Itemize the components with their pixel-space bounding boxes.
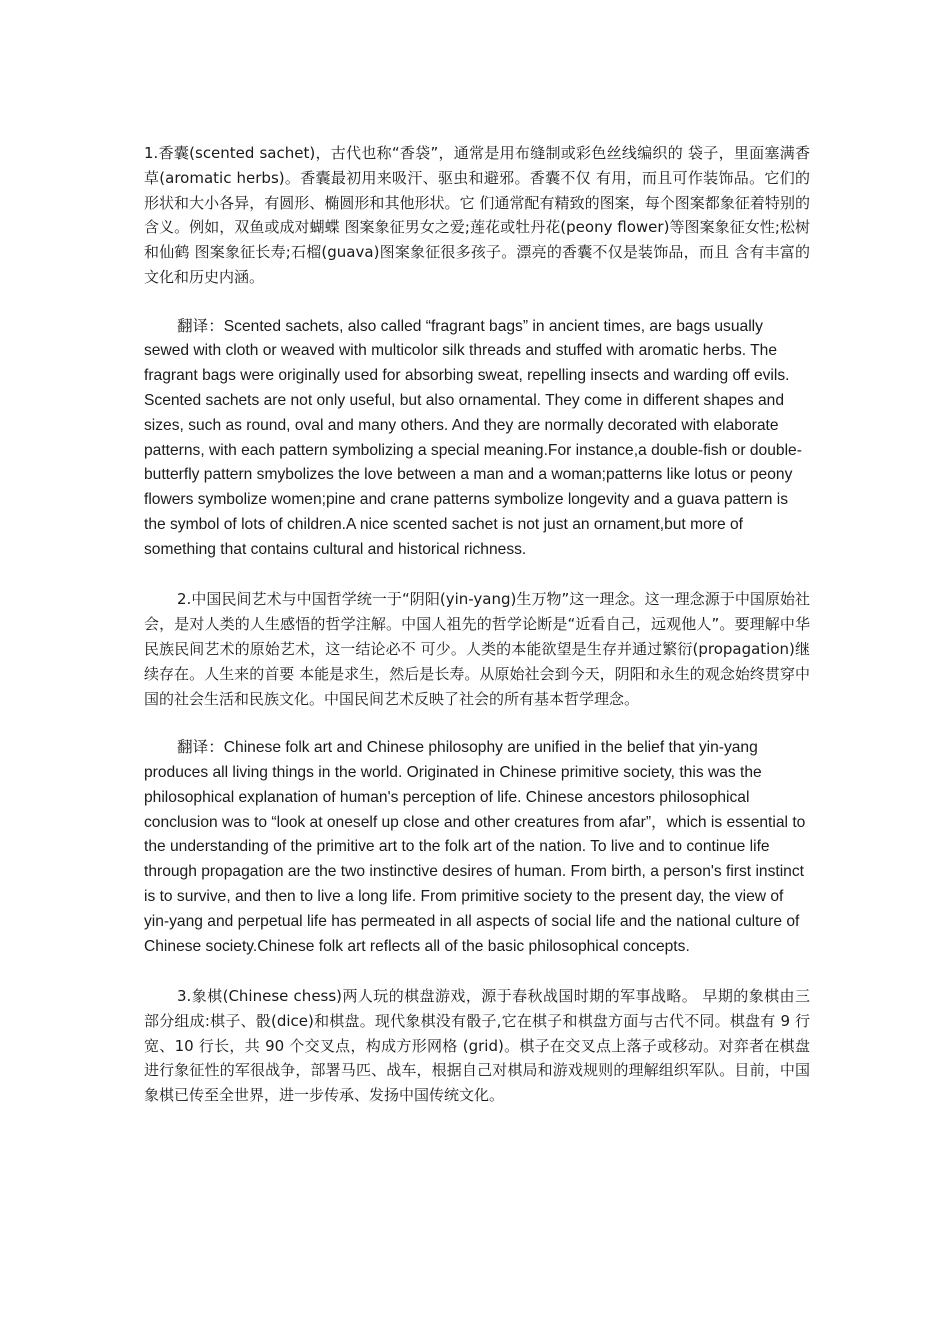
paragraph-sachet-translation: 翻译：Scented sachets, also called “fragrant bags” in ancient times, are bags usually sewed with cloth or weaved with multicolor silk threads and stuffed with aromatic herbs. The fragrant bags were originally used for absorbing sweat, repelling insects and warding off evils. Scented sachets are not only useful, but also ornamental. They come in different shapes and sizes, such as round, oval and many others. And they are normally decorated with elaborate patterns, with each pattern symbolizing a special meaning.For instance,a double-fish or double-butterfly pattern smybolizes the love between a man and a woman;patterns like lotus or peony flowers symbolize women;pine and crane patterns symbolize longevity and a guava pattern is the symbol of lots of children.A nice scented sachet is not just an ornament,but more of something that contains cultural and historical richness. <box>144 317 802 558</box>
paragraph-folk-art-translation: 翻译：Chinese folk art and Chinese philosophy are unified in the belief that yin-yang produces all living things in the world. Originated in Chinese primitive society, this was the philosophical explanation of human's perception of life. Chinese ancestors philosophical conclusion was to “look at oneself up close and other creatures from afar”，which is essential to the understanding of the primitive art to the folk art of the nation. To live and to continue life through propagation are the two instinctive desires of human. From birth, a person's first instinct is to survive, and then to live a long life. From primitive society to the present day, the view of yin-yang and perpetual life has permeated in all aspects of social life and the national culture of Chinese society.Chinese folk art reflects all of the basic philosophical concepts. <box>144 739 806 955</box>
document-page <box>144 141 810 1133</box>
paragraph-folk-art-chinese: 2.中国民间艺术与中国哲学统一于“阴阳(yin-yang)生万物”这一理念。这一理念源于中国原始社会，是对人类的人生感悟的哲学注解。中国人祖先的哲学论断是“近看自己，远观他人”。要理解中华民族民间艺术的原始艺术，这一结论必不 可少。人类的本能欲望是生存并通过繁衍(propagation)继续存在。人生来的首要 本能是求生，然后是长寿。从原始社会到今天，阴阳和永生的观念始终贯穿中国的社会生活和民族文化。中国民间艺术反映了社会的所有基本哲学理念。 <box>144 590 810 708</box>
paragraph-sachet-chinese: 1.香囊(scented sachet)，古代也称“香袋”，通常是用布缝制或彩色丝线编织的 袋子，里面塞满香草(aromatic herbs)。香囊最初用来吸汗、驱虫和避邪。香囊不仅 有用，而且可作装饰品。它们的形状和大小各异，有圆形、椭圆形和其他形状。它 们通常配有精致的图案，每个图案都象征着特别的含义。例如，双鱼或成对蝴蝶 图案象征男女之爱;莲花或牡丹花(peony flower)等图案象征女性;松树和仙鹤 图案象征长寿;石榴(guava)图案象征很多孩子。漂亮的香囊不仅是装饰品，而且 含有丰富的文化和历史内涵。 <box>144 144 810 286</box>
paragraph-chess-chinese: 3.象棋(Chinese chess)两人玩的棋盘游戏，源于春秋战国时期的军事战略。 早期的象棋由三部分组成:棋子、骰(dice)和棋盘。现代象棋没有骰子,它在棋子和棋盘方面与古代不同。棋盘有 9 行宽、10 行长，共 90 个交叉点，构成方形网格 (grid)。棋子在交叉点上落子或移动。对弈者在棋盘进行象征性的军很战争，部署马匹、战车，根据自己对棋局和游戏规则的理解组织军队。目前，中国象棋已传至全世界，进一步传承、发扬中国传统文化。 <box>144 987 810 1105</box>
